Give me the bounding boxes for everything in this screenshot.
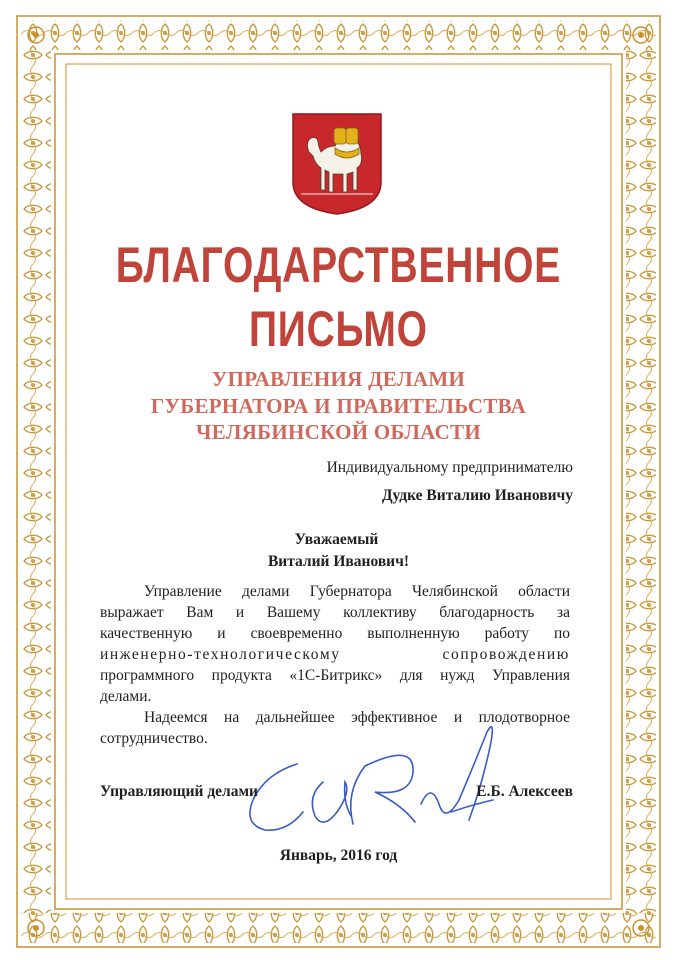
recipient-name: Дудке Виталию Ивановичу bbox=[381, 487, 573, 504]
signatory-title: Управляющий делами bbox=[100, 783, 258, 800]
title-line-1: БЛАГОДАРСТВЕННОЕ bbox=[115, 237, 562, 293]
salutation-line-2: Виталий Иванович! bbox=[267, 553, 410, 570]
salutation-line-1: Уважаемый bbox=[294, 531, 379, 548]
closing-line-1: Надеемся на дальнейшее эффективное и плодотворное bbox=[144, 709, 570, 726]
issuer-line-1: УПРАВЛЕНИЯ ДЕЛАМИ bbox=[211, 367, 466, 391]
issuer-line-3: ЧЕЛЯБИНСКОЙ ОБЛАСТИ bbox=[196, 420, 481, 444]
issuer-line-2: ГУБЕРНАТОРА И ПРАВИТЕЛЬСТВА bbox=[150, 394, 527, 418]
body-line-6: делами. bbox=[100, 688, 152, 705]
title-line-2: ПИСЬМО bbox=[248, 301, 428, 357]
body-line-3: качественную и своевременно выполненную работу по bbox=[100, 625, 570, 642]
body-line-2: выражает Вам и Вашему коллективу благодарность за bbox=[100, 604, 570, 621]
coat-of-arms-emblem bbox=[291, 112, 383, 216]
closing-line-2: сотрудничество. bbox=[100, 730, 208, 747]
letter-date: Январь, 2016 год bbox=[279, 847, 398, 864]
body-line-1: Управление делами Губернатора Челябинской области bbox=[144, 583, 570, 600]
handwritten-signature bbox=[225, 712, 525, 847]
recipient-role: Индивидуальному предпринимателю bbox=[326, 459, 573, 476]
body-line-4: инженерно-технологическому сопровождению bbox=[100, 646, 570, 663]
body-line-5: программного продукта «1С-Битрикс» для нужд Управления bbox=[100, 667, 570, 684]
signatory-name: Е.Б. Алексеев bbox=[476, 783, 573, 800]
